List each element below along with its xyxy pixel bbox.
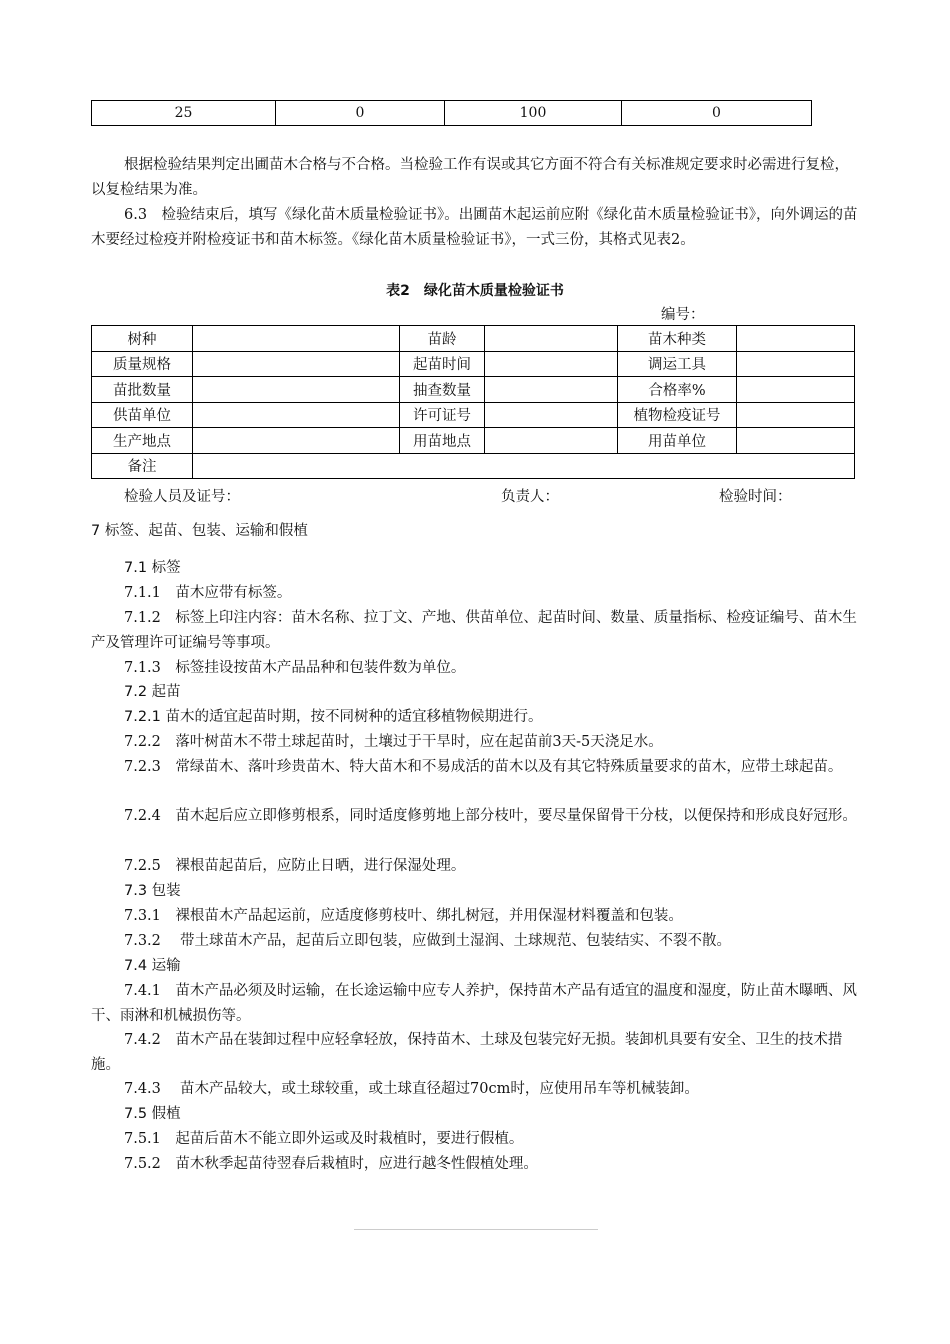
table-cell [485, 377, 618, 403]
table-row [92, 453, 855, 479]
table-cell: 苗批数量 [92, 377, 193, 403]
table-cell [193, 402, 400, 428]
table-row [92, 326, 855, 352]
table-cell: 供苗单位 [92, 402, 193, 428]
table-cell [737, 326, 855, 352]
table-cell: 100 [445, 101, 622, 126]
table-cell: 起苗时间 [400, 351, 485, 377]
clause-7-4-1: 7.4.1 苗木产品必须及时运输，在长途运输中应专人养护，保持苗木产品有适宜的温度和湿度，防止苗木曝晒、风干、雨淋和机械损伤等。 [91, 983, 857, 1024]
table-cell [737, 428, 855, 454]
clause-7-2-2: 7.2.2 落叶树苗木不带土球起苗时，土壤过于干旱时，应在起苗前3天-5天浇足水。 [124, 734, 663, 750]
result-paragraph: 根据检验结果判定出圃苗木合格与不合格。当检验工作有误或其它方面不符合有关标准规定要求时必需进行复检，以复检结果为准。 [91, 157, 849, 198]
remark-cell [193, 453, 855, 479]
table-cell: 合格率% [618, 377, 737, 403]
paragraph-6-3: 6.3 检验结束后，填写《绿化苗木质量检验证书》。出圃苗木起运前应附《绿化苗木质量检验证书》，向外调运的苗木要经过检疫并附检疫证书和苗木标签。《绿化苗木质量检验证书》，一式三份，其格式见表2。 [91, 207, 858, 248]
clause-7-1-2: 7.1.2 标签上印注内容：苗木名称、拉丁文、产地、供苗单位、起苗时间、数量、质量指标、检疫证编号、苗木生产及管理许可证编号等事项。 [91, 610, 857, 651]
heading-7-2: 7.2 起苗 [124, 684, 181, 700]
table-cell: 生产地点 [92, 428, 193, 454]
table-cell: 抽查数量 [400, 377, 485, 403]
serial-number-label: 编号： [661, 307, 705, 323]
test-result-table [91, 100, 812, 126]
responsible-label: 负责人： [501, 489, 559, 505]
table-cell: 调运工具 [618, 351, 737, 377]
clause-7-5-2: 7.5.2 苗木秋季起苗待翌春后栽植时，应进行越冬性假植处理。 [124, 1156, 538, 1172]
clause-7-1-3: 7.1.3 标签挂设按苗木产品品种和包装件数为单位。 [124, 660, 466, 676]
clause-7-1-1: 7.1.1 苗木应带有标签。 [124, 585, 292, 601]
table-row [92, 101, 812, 126]
table-cell: 苗龄 [400, 326, 485, 352]
clause-7-3-1: 7.3.1 裸根苗木产品起运前，应适度修剪枝叶、绑扎树冠，并用保湿材料覆盖和包装。 [124, 908, 683, 924]
table-cell: 0 [276, 101, 445, 126]
clause-7-2-4: 7.2.4 苗木起后应立即修剪根系，同时适度修剪地上部分枝叶，要尽量保留骨干分枝，以便保持和形成良好冠形。 [124, 808, 857, 824]
clause-7-2-3: 7.2.3 常绿苗木、落叶珍贵苗木、特大苗木和不易成活的苗木以及有其它特殊质量要求的苗木，应带土球起苗。 [124, 759, 843, 775]
table-cell [737, 402, 855, 428]
clause-7-2-1: 7.2.1 苗木的适宜起苗时期，按不同树种的适宜移植物候期进行。 [124, 709, 543, 725]
table2-caption: 表2 绿化苗木质量检验证书 [386, 283, 564, 299]
table-cell [737, 377, 855, 403]
clause-7-3-2: 7.3.2 带土球苗木产品，起苗后立即包装，应做到土湿润、土球规范、包装结实、不裂不散。 [124, 933, 731, 949]
table-cell: 25 [92, 101, 276, 126]
remark-label: 备注 [92, 453, 193, 479]
clause-7-5-1: 7.5.1 起苗后苗木不能立即外运或及时栽植时，要进行假植。 [124, 1131, 524, 1147]
table-cell: 苗木种类 [618, 326, 737, 352]
table-cell [193, 326, 400, 352]
inspect-time-label: 检验时间： [719, 489, 792, 505]
table-cell [193, 377, 400, 403]
table-cell [193, 351, 400, 377]
table-cell [193, 428, 400, 454]
table-row [92, 351, 855, 377]
table-row [92, 377, 855, 403]
table-cell [737, 351, 855, 377]
footer-divider [354, 1229, 598, 1230]
table-cell: 用苗单位 [618, 428, 737, 454]
table-row [92, 402, 855, 428]
clause-7-4-2: 7.4.2 苗木产品在装卸过程中应轻拿轻放，保持苗木、土球及包装完好无损。装卸机具要有安全、卫生的技术措施。 [91, 1032, 843, 1073]
heading-7-5: 7.5 假植 [124, 1106, 181, 1122]
table-cell: 0 [622, 101, 812, 126]
heading-7-3: 7.3 包装 [124, 883, 181, 899]
table-row [92, 428, 855, 454]
table-cell: 用苗地点 [400, 428, 485, 454]
heading-7-4: 7.4 运输 [124, 958, 181, 974]
table-cell: 树种 [92, 326, 193, 352]
table-cell [485, 326, 618, 352]
table-cell [485, 428, 618, 454]
section-7-title: 7 标签、起苗、包装、运输和假植 [91, 523, 308, 539]
quality-certificate-table [91, 325, 855, 479]
table-cell [485, 402, 618, 428]
heading-7-1: 7.1 标签 [124, 560, 181, 576]
clause-7-2-5: 7.2.5 裸根苗起苗后，应防止日晒，进行保湿处理。 [124, 858, 466, 874]
table-cell: 植物检疫证号 [618, 402, 737, 428]
table-cell: 质量规格 [92, 351, 193, 377]
table-cell: 许可证号 [400, 402, 485, 428]
clause-7-4-3: 7.4.3 苗木产品较大，或土球较重，或土球直径超过70cm时，应使用吊车等机械装卸。 [124, 1081, 699, 1097]
inspector-label: 检验人员及证号： [124, 489, 240, 505]
table-cell [485, 351, 618, 377]
